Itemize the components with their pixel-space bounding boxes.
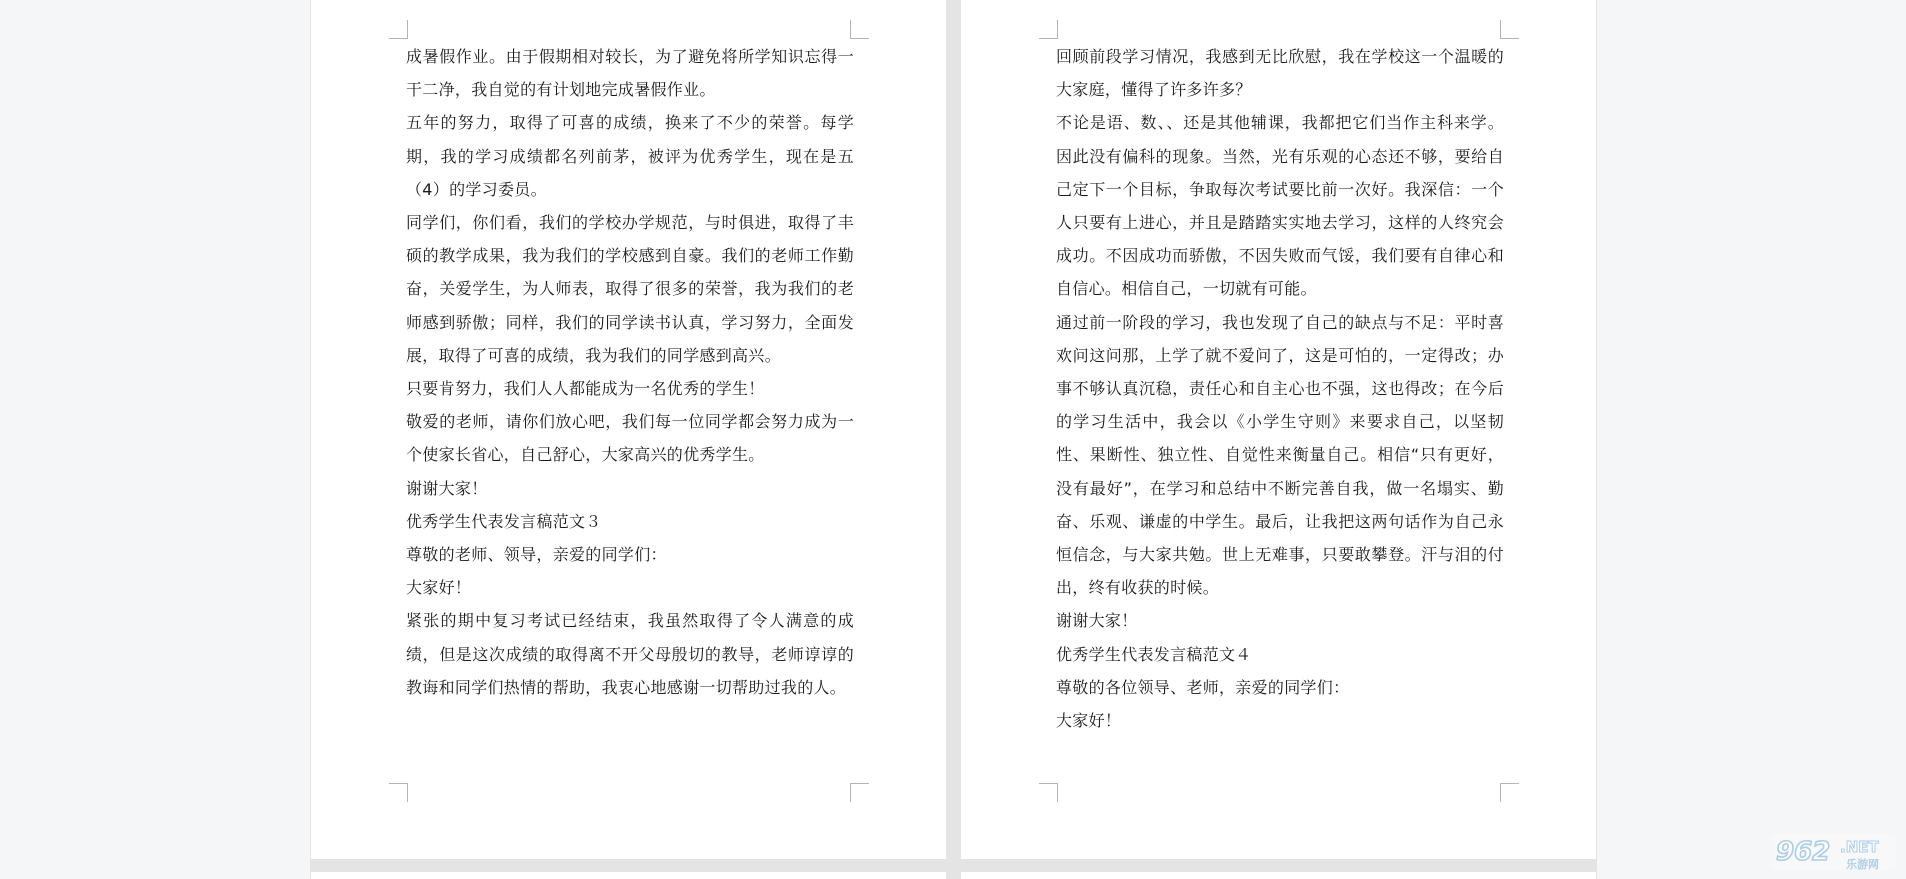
margin-corner-top-left xyxy=(1039,20,1058,39)
margin-corner-bottom-left xyxy=(389,783,408,802)
document-page-next-left[interactable] xyxy=(311,872,946,879)
salutation: 尊敬的老师、领导，亲爱的同学们： xyxy=(406,545,667,565)
margin-corner-bottom-right xyxy=(850,783,869,802)
site-watermark-logo xyxy=(1768,830,1900,874)
watermark-logo-tld: .NET xyxy=(1840,838,1879,856)
document-page-left[interactable] xyxy=(311,0,946,859)
paragraph: 不论是语、数、、还是其他辅课，我都把它们当作主科来学。因此没有偏科的现象。当然，光有乐观的心态还不够，要给自己定下一个目标，争取每次考试要比前一次好。我深信：一个人只要有上进心，并且是踏踏实实地去学习，这样的人终究会成功。不因成功而骄傲，不因失败而气馁，我们要有自律心和自信心。相信自己，一切就有可能。 xyxy=(1056,113,1504,299)
paragraph: 紧张的期中复习考试已经结束，我虽然取得了令人满意的成绩，但是这次成绩的取得离不开父母殷切的教导，老师谆谆的教诲和同学们热情的帮助，我衷心地感谢一切帮助过我的人。 xyxy=(406,611,854,697)
margin-corner-top-right xyxy=(1500,20,1519,39)
paragraph: 同学们，你们看，我们的学校办学规范，与时俱进，取得了丰硕的教学成果，我为我们的学校感到自豪。我们的老师工作勤奋，关爱学生，为人师表，取得了很多的荣誉，我为我们的老师感到骄傲；同样，我们的同学读书认真，学习努力，全面发展，取得了可喜的成绩，我为我们的同学感到高兴。 xyxy=(406,213,854,365)
greeting: 大家好！ xyxy=(406,578,472,598)
page-text-body[interactable] xyxy=(1056,40,1504,737)
paragraph: 五年的努力，取得了可喜的成绩，换来了不少的荣誉。每学期，我的学习成绩都名列前茅，被评为优秀学生，现在是五（4）的学习委员。 xyxy=(406,113,854,199)
paragraph: 回顾前段学习情况，我感到无比欣慰，我在学校这一个温暖的大家庭，懂得了许多许多？ xyxy=(1056,47,1504,100)
right-workspace-margin xyxy=(1597,0,1906,879)
salutation: 尊敬的各位领导、老师，亲爱的同学们： xyxy=(1056,677,1350,697)
margin-corner-top-right xyxy=(850,20,869,39)
left-workspace-margin xyxy=(0,0,310,879)
section-heading: 优秀学生代表发言稿范文３ xyxy=(406,511,602,531)
paragraph: 谢谢大家！ xyxy=(1056,611,1138,631)
paragraph: 通过前一阶段的学习，我也发现了自己的缺点与不足：平时喜欢问这问那，上学了就不爱问了，这是可怕的，一定得改；办事不够认真沉稳，责任心和自主心也不强，这也得改；在今后的学习生活中，我会以《小学生守则》来要求自己，以坚韧性、果断性、独立性、自觉性来衡量自己。相信“只有更好，没有最好”，在学习和总结中不断完善自我，做一名塌实、勤奋、乐观、谦虚的中学生。最后，让我把这两句话作为自己永恒信念，与大家共勉。世上无难事，只要敢攀登。汗与泪的付出，终有收获的时候。 xyxy=(1056,312,1504,598)
paragraph: 敬爱的老师，请你们放心吧，我们每一位同学都会努力成为一个使家长省心，自己舒心，大家高兴的优秀学生。 xyxy=(406,412,854,465)
document-page-next-right[interactable] xyxy=(961,872,1596,879)
paragraph: 成暑假作业。由于假期相对较长，为了避免将所学知识忘得一干二净，我自觉的有计划地完成暑假作业。 xyxy=(406,47,854,100)
paragraph: 谢谢大家！ xyxy=(406,478,488,498)
margin-corner-top-left xyxy=(389,20,408,39)
section-heading: 优秀学生代表发言稿范文４ xyxy=(1056,644,1252,664)
margin-corner-bottom-right xyxy=(1500,783,1519,802)
document-page-right[interactable] xyxy=(961,0,1596,859)
watermark-logo-subtitle: 乐游网 xyxy=(1846,858,1879,871)
paragraph: 只要肯努力，我们人人都能成为一名优秀的学生！ xyxy=(406,379,765,399)
watermark-logo-number: 962 xyxy=(1776,837,1831,867)
greeting: 大家好！ xyxy=(1056,711,1122,731)
margin-corner-bottom-left xyxy=(1039,783,1058,802)
page-text-body[interactable] xyxy=(406,40,854,704)
